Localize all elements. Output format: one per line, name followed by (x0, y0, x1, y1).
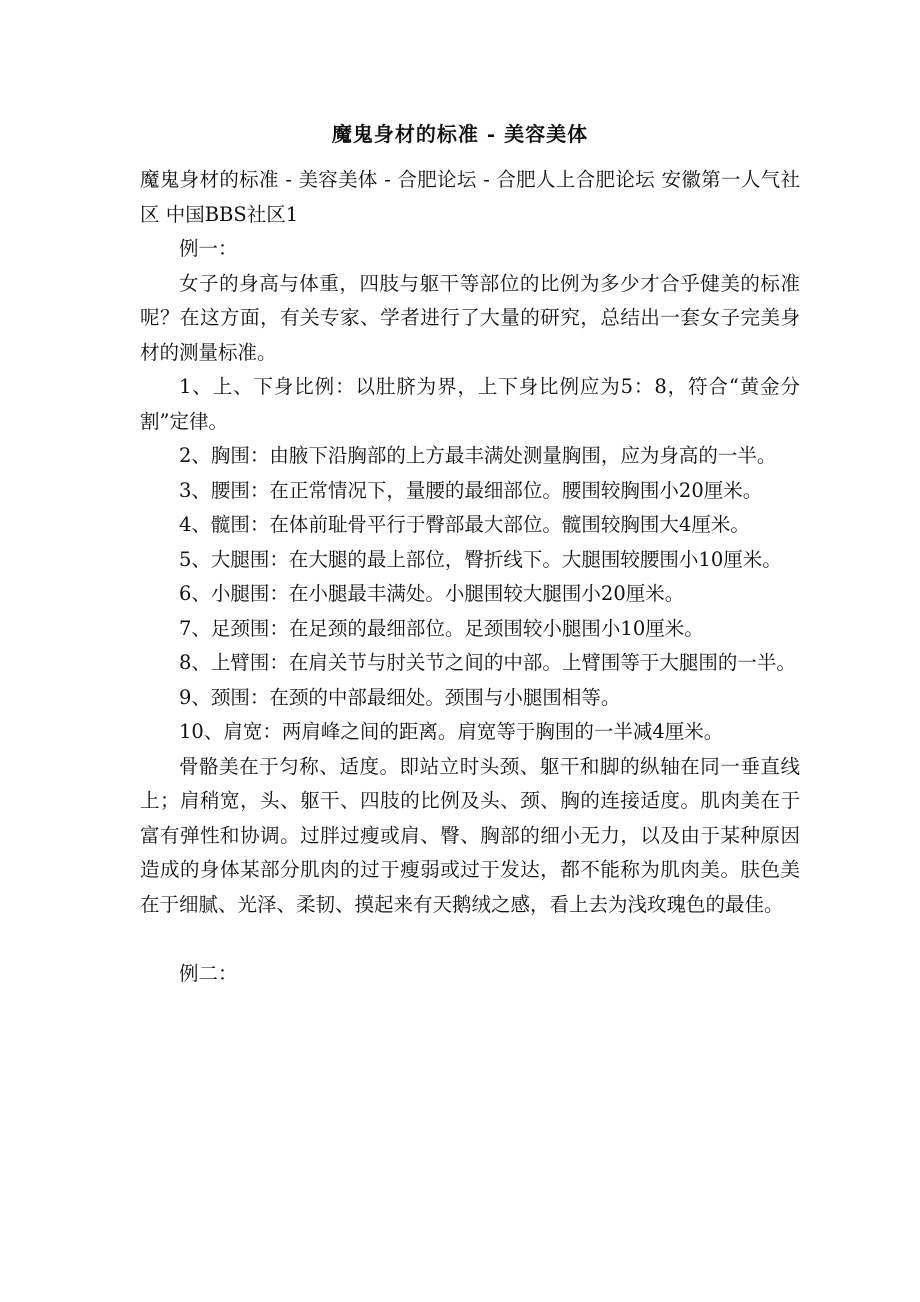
intro-paragraph: 女子的身高与体重，四肢与躯干等部位的比例为多少才合乎健美的标准呢？在这方面，有关专家、学者进行了大量的研究，总结出一套女子完美身材的测量标准。 (140, 271, 800, 364)
list-item-7: 7、足颈围：在足颈的最细部位。足颈围较小腿围小10厘米。 (179, 616, 704, 640)
list-item-10: 10、肩宽：两肩峰之间的距离。肩宽等于胸围的一半减4厘米。 (179, 720, 724, 743)
example-one-heading: 例一： (179, 237, 238, 260)
document-title: 魔鬼身材的标准 - 美容美体 (331, 122, 589, 146)
list-item-1: 1、上、下身比例：以肚脐为界，上下身比例应为5：8，符合“黄金分割”定律。 (140, 375, 800, 433)
list-item-2: 2、胸围：由腋下沿胸部的上方最丰满处测量胸围，应为身高的一半。 (179, 444, 777, 467)
list-item-6: 6、小腿围：在小腿最丰满处。小腿围较大腿围小20厘米。 (179, 582, 685, 605)
document-body (140, 163, 800, 991)
list-item-4: 4、髋围：在体前耻骨平行于臀部最大部位。髋围较胸围大4厘米。 (179, 513, 750, 536)
summary-paragraph: 骨骼美在于匀称、适度。即站立时头颈、躯干和脚的纵轴在同一垂直线上；肩稍宽，头、躯干、四肢的比例及头、颈、胸的连接适度。肌肉美在于富有弹性和协调。过胖过瘦或肩、臀、胸部的细小无力，以及由于某种原因造成的身体某部分肌肉的过于瘦弱或过于发达，都不能称为肌肉美。肤色美在于细腻、光泽、柔韧、摸起来有天鹅绒之感，看上去为浅玫瑰色的最佳。 (140, 754, 800, 916)
subtitle-paragraph: 魔鬼身材的标准 - 美容美体 - 合肥论坛 - 合肥人上合肥论坛 安徽第一人气社区 中国BBS社区1 (140, 168, 800, 226)
list-item-9: 9、颈围：在颈的中部最细处。颈围与小腿围相等。 (179, 685, 621, 709)
list-item-8: 8、上臂围：在肩关节与肘关节之间的中部。上臂围等于大腿围的一半。 (179, 651, 796, 674)
list-item-3: 3、腰围：在正常情况下，量腰的最细部位。腰围较胸围小20厘米。 (179, 478, 763, 502)
example-two-heading: 例二： (179, 961, 238, 985)
list-item-5: 5、大腿围：在大腿的最上部位，臀折线下。大腿围较腰围小10厘米。 (179, 547, 782, 571)
